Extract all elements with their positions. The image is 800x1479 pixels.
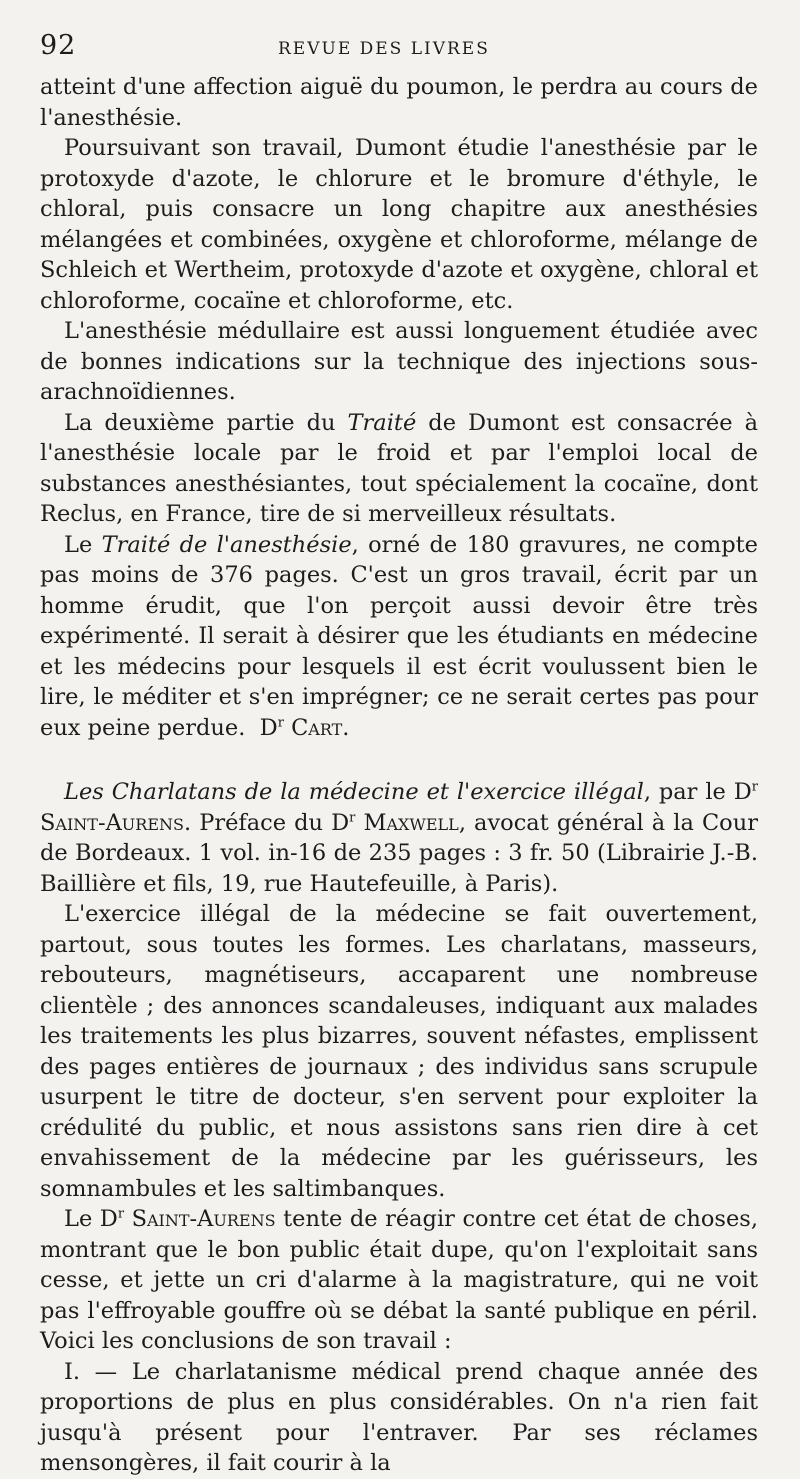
preface-author: Maxwell [363,809,459,836]
section-gap [40,743,758,777]
review2-book-title: Les Charlatans de la médecine et l'exercice illégal [64,779,644,805]
review1-continuation: atteint d'une affection aiguë du poumon, le perdra au cours de l'anesthésie. [40,74,758,131]
text-run: La deuxième partie du [64,409,348,436]
running-head: REVUE DES LIVRES [278,39,490,59]
signature [260,715,350,741]
text-run: de Dumont est consacrée à l'anesthésie locale par le froid et par l'emploi local de substances anesthésiantes, tout spécialement la cocaïne, dont Reclus, en France, tire de si merveilleux résultats. [40,409,758,527]
text-run: , orné de 180 gravures, ne compte pas moins de 376 pages. C'est un gros travail, écrit par un homme érudit, que l'on perçoit aussi devoir être très expérimenté. Il serait à désirer que les étudiants en médecine et les médecins pour lesquels il est écrit voulussent bien le lire, le méditer et s'en imprégner; ce ne serait certes pas pour eux peine perdue. [40,531,758,741]
signature-name: Cart. [291,714,350,741]
review2-paragraph-3: I. — Le charlatanisme médical prend chaque année des proportions de plus en plus considérables. On n'a rien fait jusqu'à présent pour l'entraver. Par ses réclames mensongères, il fait courir à la [40,1358,758,1476]
review2-citation [40,777,758,899]
page-number: 92 [40,30,77,61]
book-title-ref: Traité [347,409,417,436]
review2-author: Saint-Aurens [40,809,184,836]
signature-sup: r [277,715,284,730]
text-run: , par le D [643,779,752,805]
review2-paragraph-1: L'exercice illégal de la médecine se fait ouvertement, partout, sous toutes les formes. Les charlatans, masseurs, rebouteurs, magnétiseurs, accaparent une nombreuse clientèle ; des annonces scandaleuses, indiquant aux malades les traitements les plus bizarres, souvent néfastes, emplissent des pages entières de journaux ; des individus sans scrupule usurpent le titre de docteur, s'en servent pour exploiter la crédulité du public, et nous assistons sans rien dire à cet envahissement de la médecine par les guérisseurs, les somnambules et les saltimbanques. [40,901,758,1202]
text-sup: r [751,779,758,795]
text-run: , avocat général à la Cour de Bordeaux. 1 vol. in-16 de 235 pages : 3 fr. 50 (Librairie J.-B. Baillière et fils, 19, rue Hautefeuille, à Paris). [40,809,758,897]
text-run: . Préface du D [183,809,350,836]
review1-paragraph-4 [40,408,758,530]
text-run: Le D [64,1206,118,1232]
review1-paragraph-5 [40,530,758,744]
page-header [40,30,758,66]
review2-author-ref: Saint-Aurens [131,1206,276,1232]
text-run: tente de réagir contre cet état de choses, montrant que le bon public était dupe, qu'on l'exploitait sans cesse, et jette un cri d'alarme à la magistrature, qui ne voit pas l'effroyable gouffre où se débat la santé publique en péril. Voici les conclusions de son travail : [40,1206,758,1354]
text-sup: r [117,1206,125,1222]
review1-paragraph-2: Poursuivant son travail, Dumont étudie l'anesthésie par le protoxyde d'azote, le chlorure et le bromure d'éthyle, le chloral, puis consacre un long chapitre aux anesthésies mélangées et combinées, oxygène et chloroforme, mélange de Schleich et Wertheim, protoxyde d'azote et oxygène, chloral et chloroforme, cocaïne et chloroforme, etc. [40,135,758,314]
text-sup: r [349,810,356,825]
review2-paragraph-2 [40,1204,758,1357]
text-run: Le [64,531,102,558]
signature-prefix: D [259,714,278,741]
book-title-ref: Traité de l'anesthésie [101,531,352,558]
review1-paragraph-3: L'anesthésie médullaire est aussi longuement étudiée avec de bonnes indications sur la technique des injections sous-arachnoïdiennes. [40,318,758,405]
